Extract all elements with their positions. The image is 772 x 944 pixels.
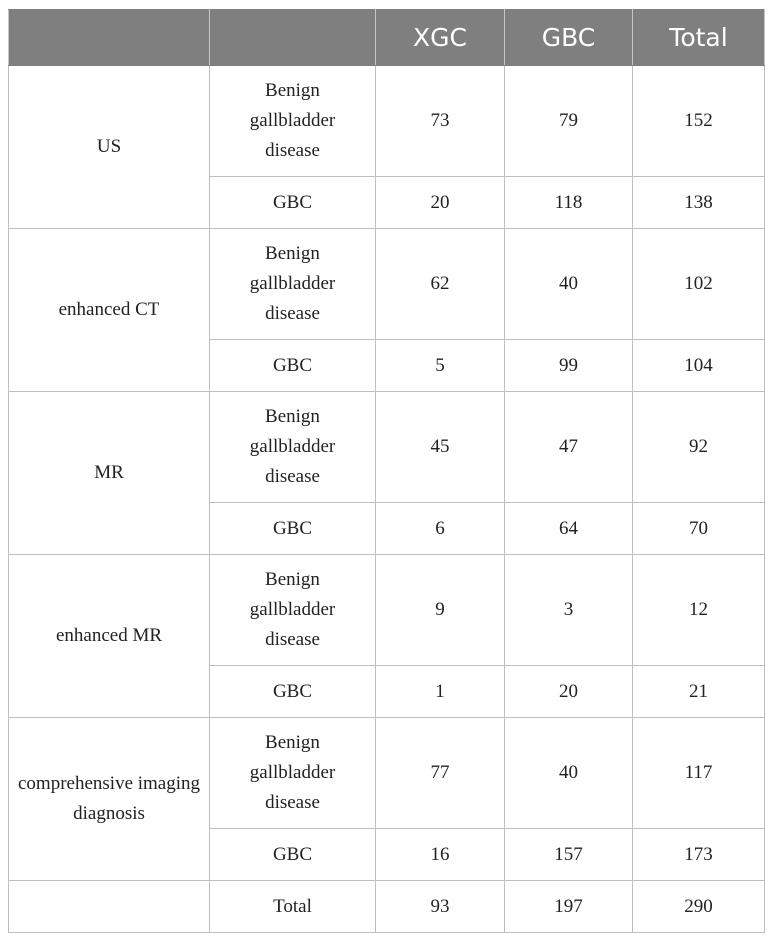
gbc-cell: 118	[505, 177, 633, 229]
total-cell: 12	[633, 555, 765, 666]
total-cell: 70	[633, 503, 765, 555]
xgc-cell: 6	[376, 503, 505, 555]
gbc-cell: 47	[505, 392, 633, 503]
table-row	[9, 718, 765, 829]
modality-label: enhanced CT	[58, 299, 160, 320]
subcategory-cell	[210, 392, 376, 503]
gbc-cell: 40	[505, 229, 633, 340]
modality-label: comprehensive imaging diagnosis	[17, 773, 201, 824]
modality-cell	[9, 229, 210, 392]
subcategory-cell: GBC	[210, 177, 376, 229]
header-modality	[9, 10, 210, 66]
subcategory-cell: GBC	[210, 666, 376, 718]
table-row	[9, 392, 765, 503]
xgc-cell: 77	[376, 718, 505, 829]
total-cell: 21	[633, 666, 765, 718]
xgc-cell: 9	[376, 555, 505, 666]
modality-cell	[9, 66, 210, 229]
table-row	[9, 555, 765, 666]
gbc-cell: 99	[505, 340, 633, 392]
total-cell: 117	[633, 718, 765, 829]
xgc-cell: 73	[376, 66, 505, 177]
gbc-cell: 157	[505, 829, 633, 881]
xgc-cell: 20	[376, 177, 505, 229]
modality-cell	[9, 392, 210, 555]
gbc-cell: 3	[505, 555, 633, 666]
subcategory-cell: GBC	[210, 340, 376, 392]
xgc-cell: 16	[376, 829, 505, 881]
header-total: Total	[633, 10, 765, 66]
total-row	[9, 881, 765, 933]
xgc-cell: 1	[376, 666, 505, 718]
gbc-cell: 20	[505, 666, 633, 718]
table-body	[9, 66, 765, 933]
grand-total-cell: 290	[633, 881, 765, 933]
subcategory-cell: GBC	[210, 829, 376, 881]
subcategory-cell	[210, 718, 376, 829]
modality-label: enhanced MR	[55, 625, 163, 646]
modality-cell	[9, 555, 210, 718]
header-subcategory	[210, 10, 376, 66]
subcategory-cell	[210, 555, 376, 666]
total-cell: 92	[633, 392, 765, 503]
subcategory-label: Benign gallbladder disease	[249, 243, 336, 324]
empty-cell	[9, 881, 210, 933]
modality-label: US	[96, 136, 122, 157]
subcategory-cell	[210, 229, 376, 340]
total-cell: 138	[633, 177, 765, 229]
diagnosis-table	[8, 9, 765, 933]
xgc-cell: 62	[376, 229, 505, 340]
total-xgc-cell: 93	[376, 881, 505, 933]
subcategory-label: Benign gallbladder disease	[249, 732, 336, 813]
modality-cell	[9, 718, 210, 881]
xgc-cell: 5	[376, 340, 505, 392]
xgc-cell: 45	[376, 392, 505, 503]
table-row	[9, 66, 765, 177]
total-cell: 104	[633, 340, 765, 392]
subcategory-cell	[210, 66, 376, 177]
gbc-cell: 79	[505, 66, 633, 177]
table-header	[9, 10, 765, 66]
gbc-cell: 40	[505, 718, 633, 829]
total-cell: 152	[633, 66, 765, 177]
subcategory-label: Benign gallbladder disease	[249, 80, 336, 161]
modality-label: MR	[94, 462, 124, 483]
subcategory-label: Benign gallbladder disease	[249, 406, 336, 487]
total-gbc-cell: 197	[505, 881, 633, 933]
total-cell: 102	[633, 229, 765, 340]
table-row	[9, 229, 765, 340]
subcategory-label: Benign gallbladder disease	[249, 569, 336, 650]
header-row	[9, 10, 765, 66]
gbc-cell: 64	[505, 503, 633, 555]
header-gbc: GBC	[505, 10, 633, 66]
header-xgc: XGC	[376, 10, 505, 66]
total-label-cell: Total	[210, 881, 376, 933]
subcategory-cell: GBC	[210, 503, 376, 555]
total-cell: 173	[633, 829, 765, 881]
